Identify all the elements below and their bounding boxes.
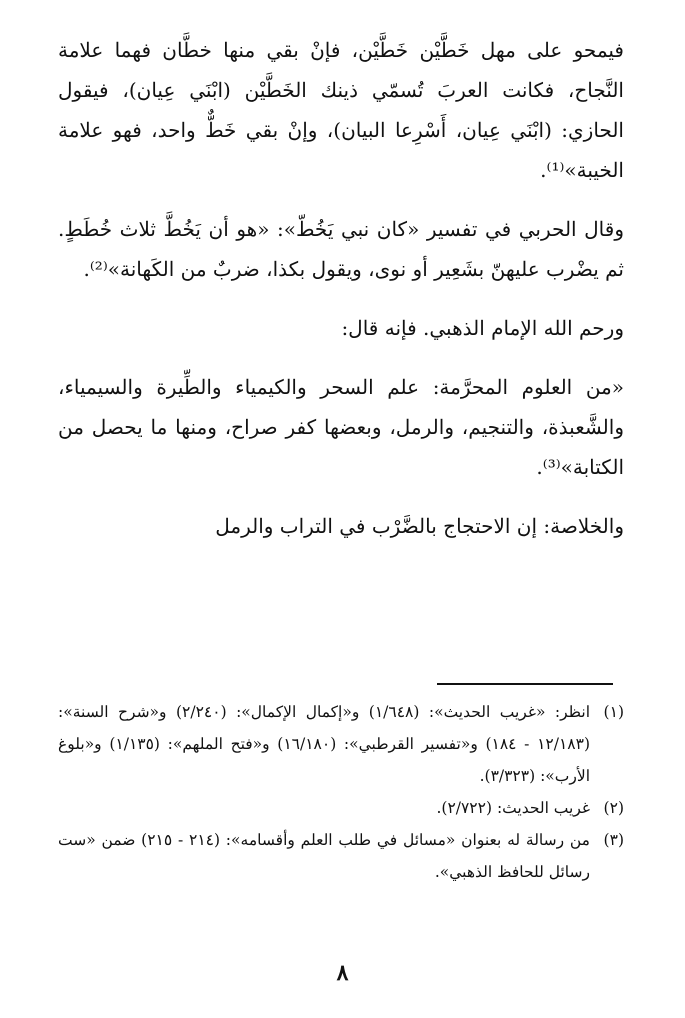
paragraph-5: والخلاصة: إن الاحتجاج بالضَّرْب في التراب والرمل (215, 514, 624, 538)
footnote-2 (58, 792, 624, 824)
page-number: ٨ (336, 960, 349, 986)
footnote-text: انظر: «غريب الحديث»: (١/٦٤٨) و«إكمال الإكمال»: (٢/٢٤٠) و«شرح السنة»: (١٢/١٨٣ - ١٨٤) و«تفسير القرطبي»: (١٦/١٨٠) و«فتح الملهم»: (١/١٣٥) و«بلوغ الأرب»: (٣/٣٢٣). (58, 703, 591, 785)
paragraph-1: فيمحو على مهل خَطَّيْن خَطَّيْن، فإنْ بقي منها خطَّان فهما علامة النَّجاح، فكانت العربَ تُسمّي ذينك الخَطَّيْن (ابْنَي عِيان)، فيقول الحازي: (ابْنَي عِيان، أَسْرِعا البيان)، وإنْ بقي خَطٌّ واحد، فهو علامة الخيبة»⁽¹⁾. (58, 38, 624, 182)
footnote-3 (58, 824, 624, 888)
footnote-1 (58, 696, 624, 792)
footnote-text: غريب الحديث: (٢/٧٢٢). (436, 799, 590, 817)
footnote-text: من رسالة له بعنوان «مسائل في طلب العلم وأقسامه»: (٢١٤ - ٢١٥) ضمن «ست رسائل للحافظ الذهبي». (58, 831, 590, 881)
footnote-number: (٣) (603, 831, 624, 849)
footnote-number: (١) (603, 703, 624, 721)
paragraph-4: «من العلوم المحرَّمة: علم السحر والكيمياء والطِّيرة والسيمياء، والشَّعبذة، والتنجيم، والرمل، وبعضها كفر صراح، ومنها ما يحصل من الكتابة»⁽³⁾. (58, 375, 624, 479)
footnote-divider (437, 683, 613, 685)
footnote-number: (٢) (603, 799, 624, 817)
footnotes (58, 696, 624, 888)
paragraph-3: ورحم الله الإمام الذهبي. فإنه قال: (341, 316, 624, 340)
paragraph-2: وقال الحربي في تفسير «كان نبي يَخُطّ»: «هو أن يَخُطَّ ثلاث خُطَطٍ. ثم يضْرب عليهنّ بشَعِير أو نوى، ويقول بكذا، ضربٌ من الكَهانة»⁽²⁾. (58, 217, 624, 281)
main-text (58, 30, 624, 565)
